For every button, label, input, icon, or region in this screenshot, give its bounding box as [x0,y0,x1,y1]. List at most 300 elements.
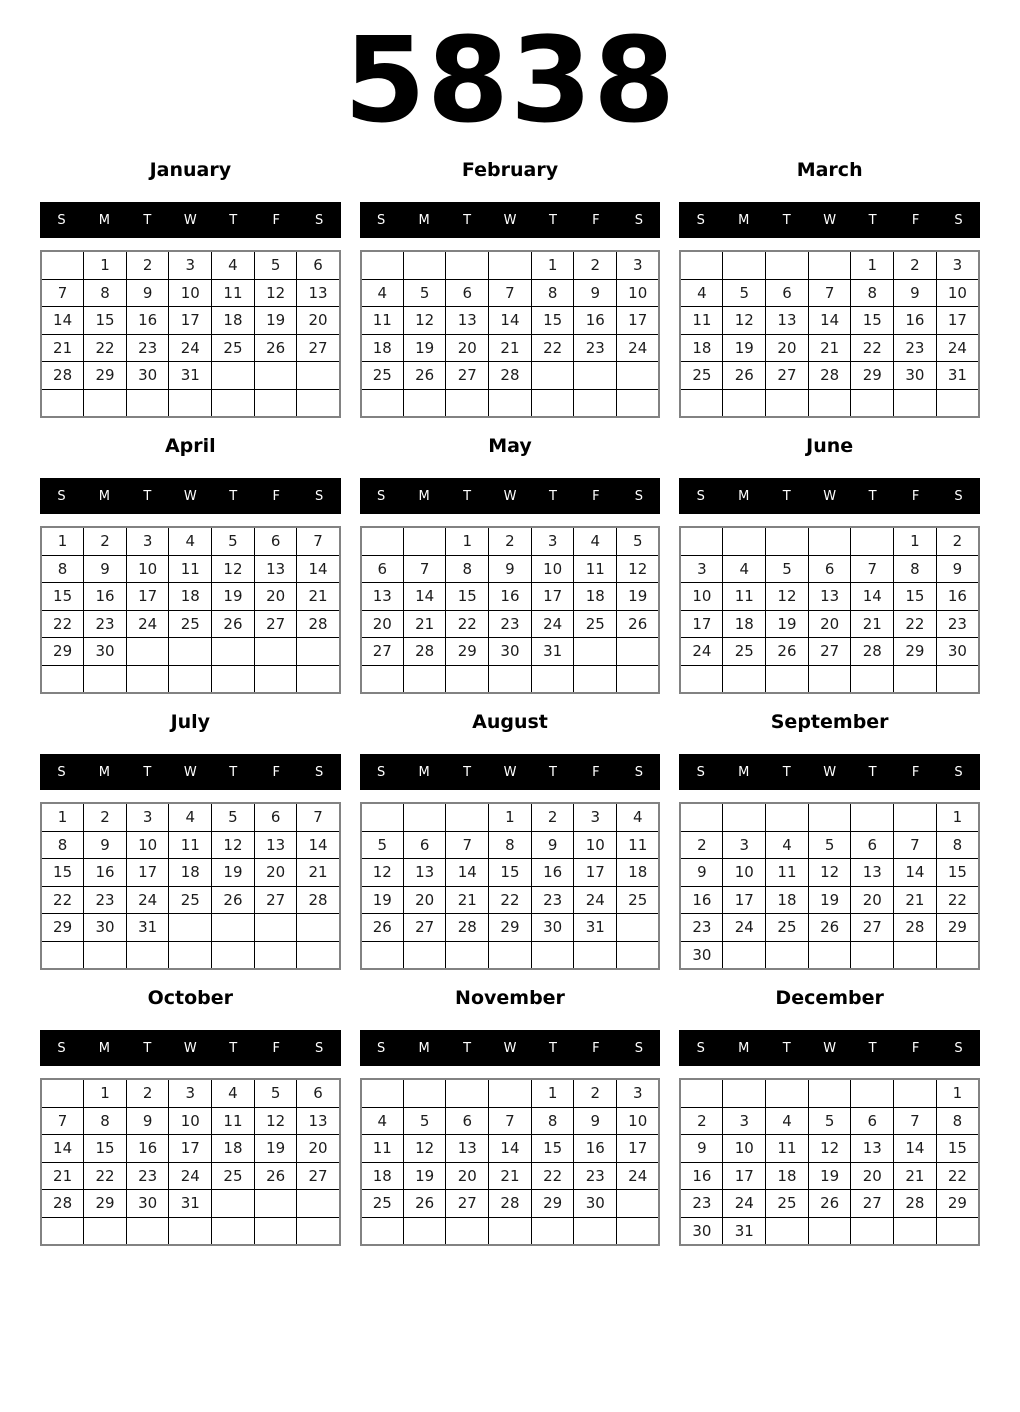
day-cell: 31 [126,914,169,942]
day-cell: 16 [574,307,617,335]
day-cell: 25 [617,886,660,914]
day-cell: 24 [531,610,574,638]
empty-day-cell [361,1217,404,1245]
day-cell: 17 [617,307,660,335]
day-cell: 17 [126,583,169,611]
day-cell: 14 [297,555,340,583]
weekday-header-bar [360,202,661,238]
week-row [680,527,979,555]
day-cell: 22 [84,1162,127,1190]
weekday-label: T [782,764,791,780]
weekday-header-bar [40,202,341,238]
empty-day-cell [936,665,979,693]
day-cell: 28 [41,1190,84,1218]
day-cell: 15 [41,583,84,611]
day-cell: 23 [574,334,617,362]
day-cell: 29 [84,1190,127,1218]
weekday-label: S [57,1040,66,1056]
month-table [679,802,980,970]
day-cell: 6 [446,279,489,307]
empty-day-cell [574,665,617,693]
week-row [361,886,660,914]
day-cell: 5 [212,803,255,831]
empty-day-cell [41,251,84,279]
week-row [361,1079,660,1107]
month-name: March [796,159,863,181]
day-cell: 27 [766,362,809,390]
day-cell: 22 [84,334,127,362]
day-cell: 4 [169,803,212,831]
weekday-label: W [823,1040,837,1056]
day-cell: 20 [851,1162,894,1190]
day-cell: 16 [489,583,532,611]
week-row [41,389,340,417]
week-row [41,279,340,307]
day-cell: 13 [446,307,489,335]
day-cell: 8 [489,831,532,859]
month-table [360,250,661,418]
day-cell: 25 [169,886,212,914]
day-cell: 23 [126,334,169,362]
day-cell: 1 [41,527,84,555]
day-cell: 4 [766,1107,809,1135]
day-cell: 21 [297,583,340,611]
weekday-label: F [272,212,280,228]
day-cell: 1 [446,527,489,555]
empty-day-cell [808,251,851,279]
week-row [41,1162,340,1190]
day-cell: 9 [574,279,617,307]
weekday-label: S [377,212,386,228]
day-cell: 29 [446,638,489,666]
week-row [361,1190,660,1218]
day-cell: 19 [361,886,404,914]
week-row [361,665,660,693]
empty-day-cell [723,803,766,831]
day-cell: 25 [680,362,723,390]
month-table [40,802,341,970]
day-cell: 8 [851,279,894,307]
day-cell: 8 [84,1107,127,1135]
day-cell: 9 [531,831,574,859]
week-row [41,859,340,887]
day-cell: 4 [723,555,766,583]
day-cell: 18 [361,334,404,362]
day-cell: 31 [574,914,617,942]
day-cell: 29 [894,638,937,666]
day-cell: 10 [169,1107,212,1135]
day-cell: 7 [489,1107,532,1135]
day-cell: 16 [936,583,979,611]
weekday-label: F [592,212,600,228]
weekday-label: M [418,764,430,780]
empty-day-cell [808,527,851,555]
week-row [41,307,340,335]
day-cell: 19 [766,610,809,638]
week-row [41,1107,340,1135]
weekday-label: S [57,488,66,504]
empty-day-cell [680,803,723,831]
day-cell: 17 [169,307,212,335]
empty-day-cell [531,362,574,390]
day-cell: 5 [254,251,297,279]
day-cell: 7 [297,527,340,555]
day-cell: 6 [297,1079,340,1107]
day-cell: 26 [254,334,297,362]
day-cell: 2 [126,251,169,279]
weekday-header-bar [360,754,661,790]
day-cell: 11 [212,1107,255,1135]
empty-day-cell [894,665,937,693]
day-cell: 18 [766,886,809,914]
day-cell: 1 [84,1079,127,1107]
day-cell: 24 [574,886,617,914]
empty-day-cell [212,638,255,666]
empty-day-cell [254,362,297,390]
day-cell: 14 [851,583,894,611]
day-cell: 2 [489,527,532,555]
day-cell: 21 [851,610,894,638]
month-name: August [472,711,548,733]
empty-day-cell [403,803,446,831]
day-cell: 17 [936,307,979,335]
day-cell: 29 [41,638,84,666]
empty-day-cell [617,665,660,693]
week-row [680,1162,979,1190]
empty-day-cell [361,941,404,969]
day-cell: 19 [723,334,766,362]
empty-day-cell [723,1079,766,1107]
day-cell: 7 [297,803,340,831]
day-cell: 30 [894,362,937,390]
day-cell: 31 [169,1190,212,1218]
empty-day-cell [531,389,574,417]
day-cell: 25 [574,610,617,638]
empty-day-cell [936,389,979,417]
empty-day-cell [446,1217,489,1245]
empty-day-cell [766,1079,809,1107]
empty-day-cell [41,1217,84,1245]
month-name: October [147,987,234,1009]
empty-day-cell [851,1079,894,1107]
day-cell: 24 [723,914,766,942]
day-cell: 24 [617,1162,660,1190]
weekday-label: M [738,764,750,780]
weekday-label: T [229,212,238,228]
weekday-label: W [503,212,517,228]
day-cell: 21 [894,1162,937,1190]
day-cell: 3 [680,555,723,583]
day-cell: 25 [766,914,809,942]
day-cell: 4 [574,527,617,555]
month-table [360,526,661,694]
weekday-label: T [143,488,152,504]
empty-day-cell [766,803,809,831]
week-row [41,1079,340,1107]
empty-day-cell [489,251,532,279]
day-cell: 29 [936,1190,979,1218]
day-cell: 17 [126,859,169,887]
day-cell: 5 [403,279,446,307]
day-cell: 13 [254,555,297,583]
week-row [680,803,979,831]
month-name: April [164,435,216,457]
day-cell: 2 [84,527,127,555]
weekday-label: S [634,1040,643,1056]
empty-day-cell [489,941,532,969]
empty-day-cell [84,665,127,693]
day-cell: 13 [766,307,809,335]
weekday-label: S [315,1040,324,1056]
day-cell: 10 [531,555,574,583]
day-cell: 8 [84,279,127,307]
day-cell: 19 [212,859,255,887]
day-cell: 3 [169,1079,212,1107]
day-cell: 26 [723,362,766,390]
day-cell: 31 [531,638,574,666]
day-cell: 4 [361,279,404,307]
day-cell: 12 [254,279,297,307]
day-cell: 3 [723,1107,766,1135]
day-cell: 1 [489,803,532,831]
week-row [680,362,979,390]
day-cell: 27 [297,1162,340,1190]
weekday-label: W [503,1040,517,1056]
week-row [41,941,340,969]
day-cell: 7 [41,1107,84,1135]
week-row [361,362,660,390]
empty-day-cell [851,665,894,693]
day-cell: 7 [403,555,446,583]
day-cell: 25 [361,362,404,390]
empty-day-cell [617,1217,660,1245]
empty-day-cell [446,941,489,969]
empty-day-cell [297,362,340,390]
empty-day-cell [403,389,446,417]
day-cell: 29 [84,362,127,390]
empty-day-cell [680,527,723,555]
empty-day-cell [41,389,84,417]
day-cell: 7 [894,1107,937,1135]
day-cell: 27 [254,886,297,914]
day-cell: 9 [680,1135,723,1163]
empty-day-cell [41,941,84,969]
empty-day-cell [297,665,340,693]
day-cell: 14 [489,1135,532,1163]
day-cell: 26 [403,1190,446,1218]
weekday-label: W [823,764,837,780]
weekday-label: T [548,764,557,780]
day-cell: 30 [126,1190,169,1218]
day-cell: 26 [212,886,255,914]
weekday-label: T [143,212,152,228]
day-cell: 13 [851,1135,894,1163]
weekday-label: T [229,488,238,504]
day-cell: 6 [297,251,340,279]
empty-day-cell [489,1217,532,1245]
day-cell: 27 [851,914,894,942]
day-cell: 8 [531,1107,574,1135]
day-cell: 14 [403,583,446,611]
weekday-label: W [823,212,837,228]
week-row [361,389,660,417]
day-cell: 23 [489,610,532,638]
month-table [360,802,661,970]
empty-day-cell [403,1217,446,1245]
day-cell: 11 [212,279,255,307]
empty-day-cell [254,665,297,693]
day-cell: 24 [126,610,169,638]
day-cell: 14 [894,859,937,887]
empty-day-cell [41,1079,84,1107]
week-row [361,1162,660,1190]
empty-day-cell [617,914,660,942]
weekday-header-bar [40,478,341,514]
day-cell: 27 [361,638,404,666]
day-cell: 28 [297,610,340,638]
day-cell: 10 [723,1135,766,1163]
day-cell: 22 [41,886,84,914]
month-block [40,712,341,970]
day-cell: 28 [489,1190,532,1218]
day-cell: 21 [297,859,340,887]
day-cell: 28 [489,362,532,390]
weekday-label: M [418,1040,430,1056]
weekday-label: W [183,1040,197,1056]
day-cell: 1 [936,1079,979,1107]
day-cell: 21 [489,1162,532,1190]
day-cell: 20 [808,610,851,638]
month-block [679,160,980,418]
day-cell: 14 [297,831,340,859]
day-cell: 22 [446,610,489,638]
day-cell: 12 [254,1107,297,1135]
empty-day-cell [851,1217,894,1245]
day-cell: 31 [723,1217,766,1245]
day-cell: 12 [212,555,255,583]
day-cell: 15 [84,307,127,335]
empty-day-cell [254,1190,297,1218]
empty-day-cell [403,527,446,555]
empty-day-cell [84,1217,127,1245]
empty-day-cell [84,389,127,417]
day-cell: 21 [808,334,851,362]
empty-day-cell [766,665,809,693]
empty-day-cell [808,1079,851,1107]
day-cell: 24 [169,1162,212,1190]
month-name: December [775,987,884,1009]
day-cell: 1 [531,251,574,279]
day-cell: 2 [574,251,617,279]
month-table [679,250,980,418]
empty-day-cell [574,638,617,666]
day-cell: 25 [361,1190,404,1218]
week-row [41,914,340,942]
week-row [680,886,979,914]
weekday-label: W [183,212,197,228]
weekday-label: S [315,212,324,228]
day-cell: 14 [489,307,532,335]
months-grid [0,160,1020,1246]
day-cell: 12 [617,555,660,583]
day-cell: 22 [531,1162,574,1190]
empty-day-cell [808,1217,851,1245]
empty-day-cell [851,527,894,555]
empty-day-cell [126,941,169,969]
day-cell: 18 [212,1135,255,1163]
weekday-label: S [315,764,324,780]
month-name: January [149,159,232,181]
day-cell: 20 [403,886,446,914]
day-cell: 6 [766,279,809,307]
month-name: November [455,987,565,1009]
empty-day-cell [723,527,766,555]
day-cell: 25 [212,334,255,362]
month-block [40,988,341,1246]
week-row [41,527,340,555]
day-cell: 29 [851,362,894,390]
empty-day-cell [361,527,404,555]
day-cell: 9 [936,555,979,583]
empty-day-cell [212,1190,255,1218]
day-cell: 22 [531,334,574,362]
day-cell: 1 [851,251,894,279]
day-cell: 15 [531,1135,574,1163]
weekday-label: M [98,1040,111,1056]
day-cell: 12 [808,859,851,887]
weekday-label: W [503,764,517,780]
day-cell: 16 [84,583,127,611]
day-cell: 11 [361,307,404,335]
weekday-label: M [98,488,111,504]
day-cell: 9 [84,831,127,859]
weekday-label: M [738,488,750,504]
day-cell: 30 [84,914,127,942]
empty-day-cell [169,914,212,942]
day-cell: 2 [680,1107,723,1135]
empty-day-cell [254,914,297,942]
day-cell: 25 [723,638,766,666]
day-cell: 20 [297,1135,340,1163]
weekday-label: S [696,1040,705,1056]
day-cell: 25 [169,610,212,638]
empty-day-cell [41,665,84,693]
day-cell: 30 [84,638,127,666]
month-block [40,436,341,694]
weekday-label: F [911,1040,920,1056]
empty-day-cell [808,665,851,693]
day-cell: 20 [766,334,809,362]
day-cell: 27 [403,914,446,942]
weekday-label: S [57,764,66,780]
week-row [680,1079,979,1107]
empty-day-cell [766,251,809,279]
day-cell: 13 [851,859,894,887]
day-cell: 15 [489,859,532,887]
week-row [361,334,660,362]
empty-day-cell [361,665,404,693]
empty-day-cell [361,1079,404,1107]
empty-day-cell [531,941,574,969]
weekday-label: T [868,212,877,228]
week-row [680,1135,979,1163]
weekday-label: T [782,488,791,504]
day-cell: 7 [851,555,894,583]
empty-day-cell [617,1190,660,1218]
day-cell: 19 [808,886,851,914]
weekday-label: T [782,212,791,228]
day-cell: 20 [446,1162,489,1190]
